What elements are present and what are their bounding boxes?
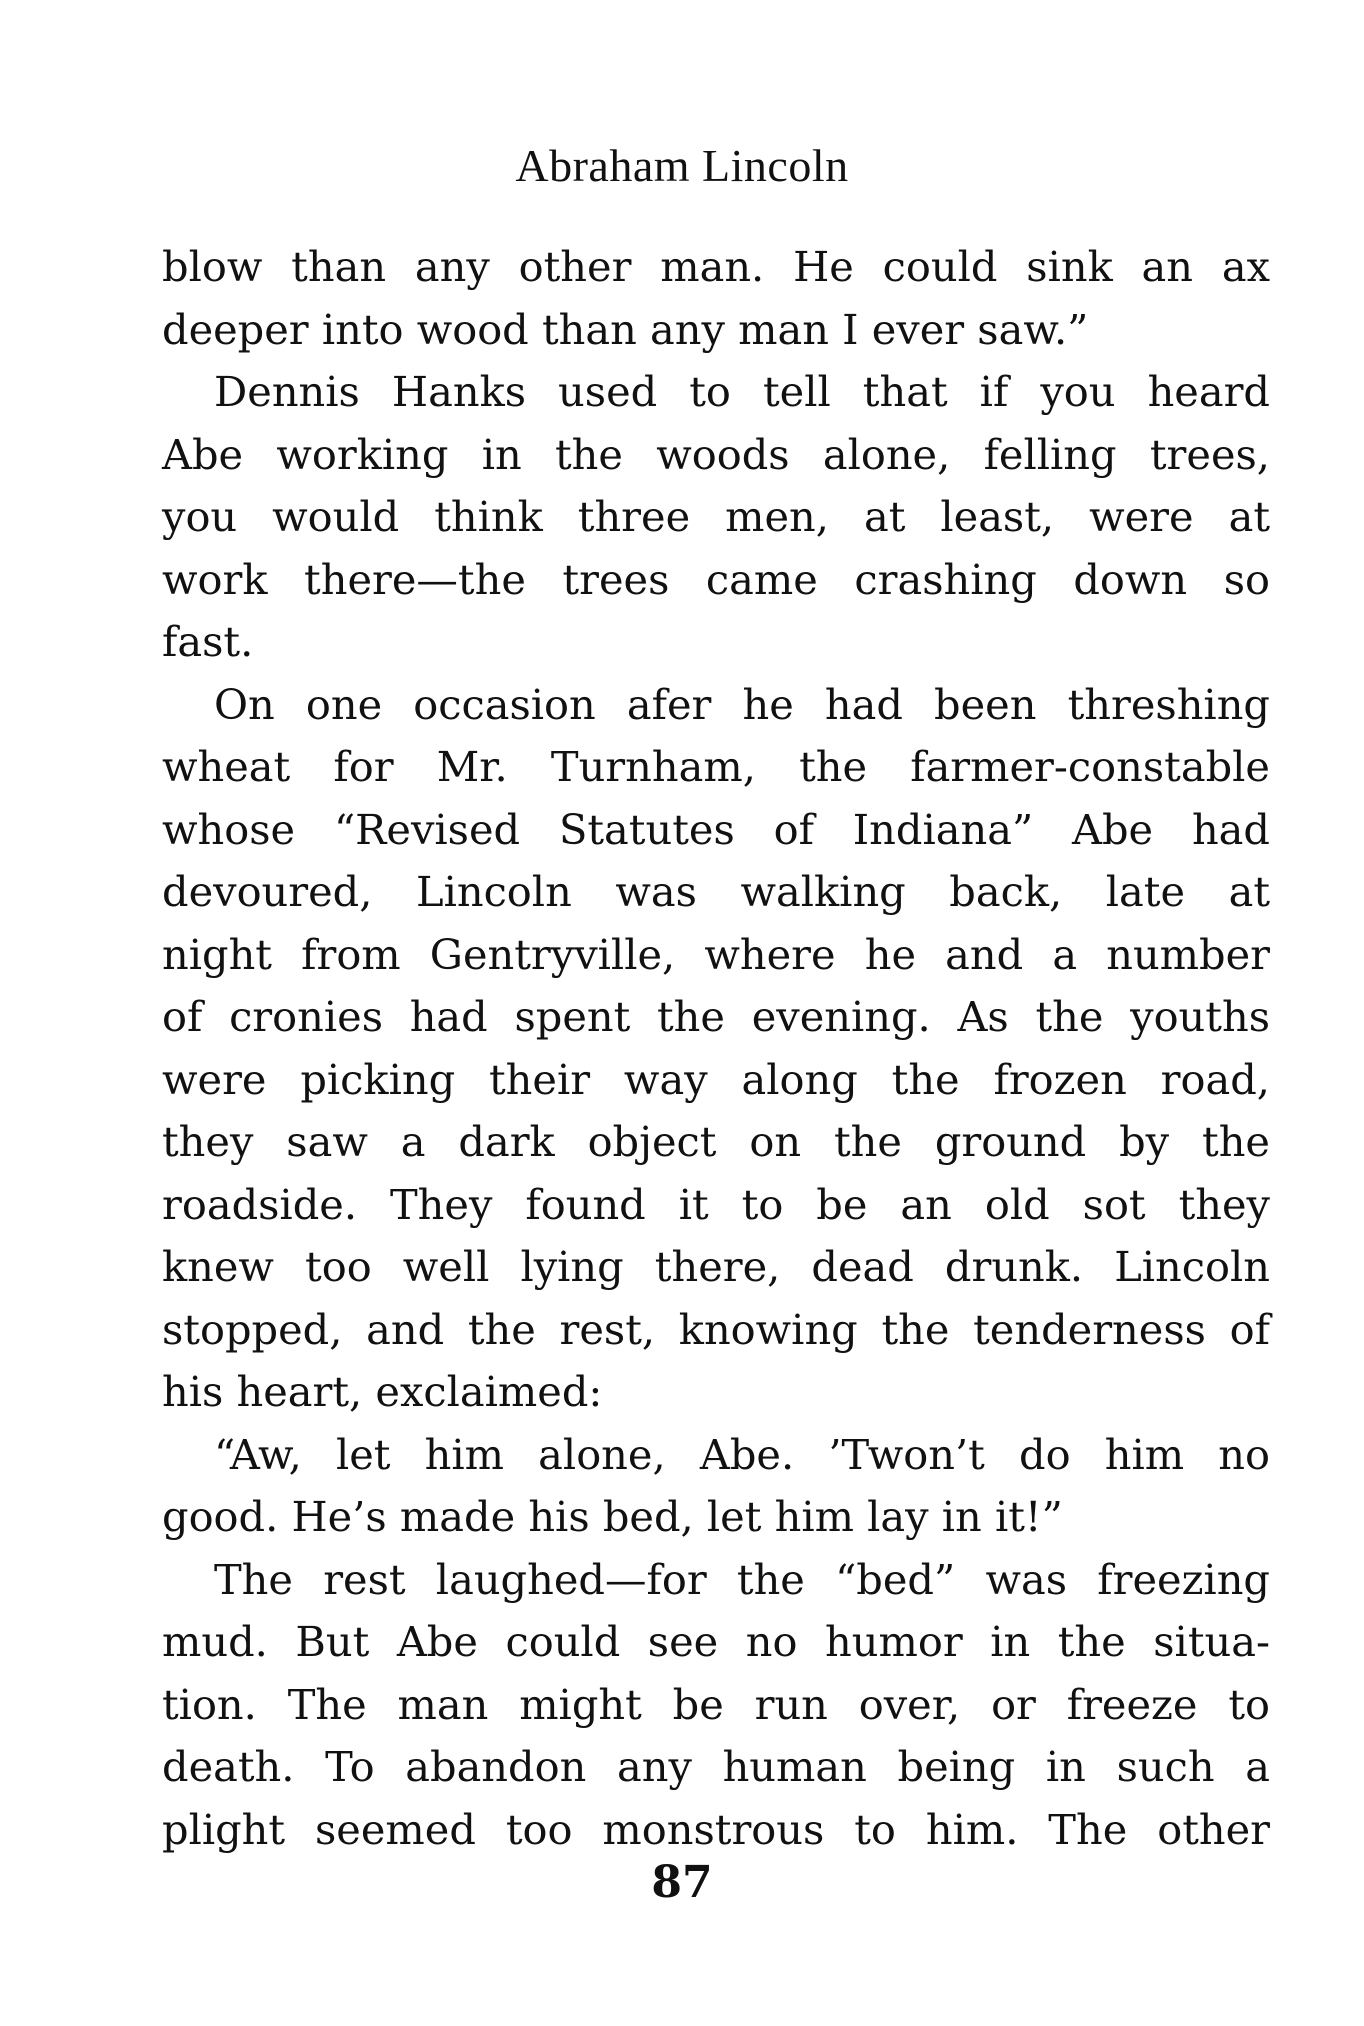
text-line: blow than any other man. He could sink an ax <box>162 242 1270 291</box>
text-line: his heart, exclaimed: <box>162 1367 603 1416</box>
text-line: deeper into wood than any man I ever saw.” <box>162 304 1089 354</box>
page-number: 87 <box>651 1857 713 1908</box>
text-line: “Aw, let him alone, Abe. ’Twon’t do him no <box>214 1429 1270 1479</box>
text-line: knew too well lying there, dead drunk. Lincoln <box>162 1242 1270 1291</box>
body-text <box>162 236 1270 1861</box>
text-line: Abe working in the woods alone, felling trees, <box>162 429 1270 479</box>
text-line: death. To abandon any human being in such a <box>162 1742 1270 1791</box>
text-line: fast. <box>162 617 254 666</box>
text-line: night from Gentryville, where he and a number <box>162 929 1270 979</box>
text-line: they saw a dark object on the ground by the <box>162 1117 1270 1166</box>
text-line: good. He’s made his bed, let him lay in it!” <box>162 1492 1063 1541</box>
text-line: The rest laughed—for the “bed” was freezing <box>214 1554 1270 1604</box>
text-line: mud. But Abe could see no humor in the situa- <box>162 1617 1270 1666</box>
text-line: On one occasion afer he had been threshing <box>214 679 1270 729</box>
text-line: whose “Revised Statutes of Indiana” Abe had <box>162 804 1270 854</box>
text-line: you would think three men, at least, were at <box>162 492 1270 541</box>
text-line: were picking their way along the frozen road, <box>162 1054 1270 1104</box>
text-line: devoured, Lincoln was walking back, late at <box>162 867 1270 916</box>
text-line: plight seemed too monstrous to him. The other <box>162 1804 1270 1854</box>
text-line: stopped, and the rest, knowing the tenderness of <box>162 1304 1270 1354</box>
text-line: wheat for Mr. Turnham, the farmer-constable <box>162 742 1270 791</box>
text-line: roadside. They found it to be an old sot they <box>162 1179 1270 1229</box>
text-line: Dennis Hanks used to tell that if you heard <box>214 367 1270 416</box>
text-line: tion. The man might be run over, or freeze to <box>162 1679 1270 1729</box>
text-line: work there—the trees came crashing down so <box>162 554 1270 604</box>
running-head: Abraham Lincoln <box>515 140 849 191</box>
text-line: of cronies had spent the evening. As the youths <box>162 992 1270 1041</box>
